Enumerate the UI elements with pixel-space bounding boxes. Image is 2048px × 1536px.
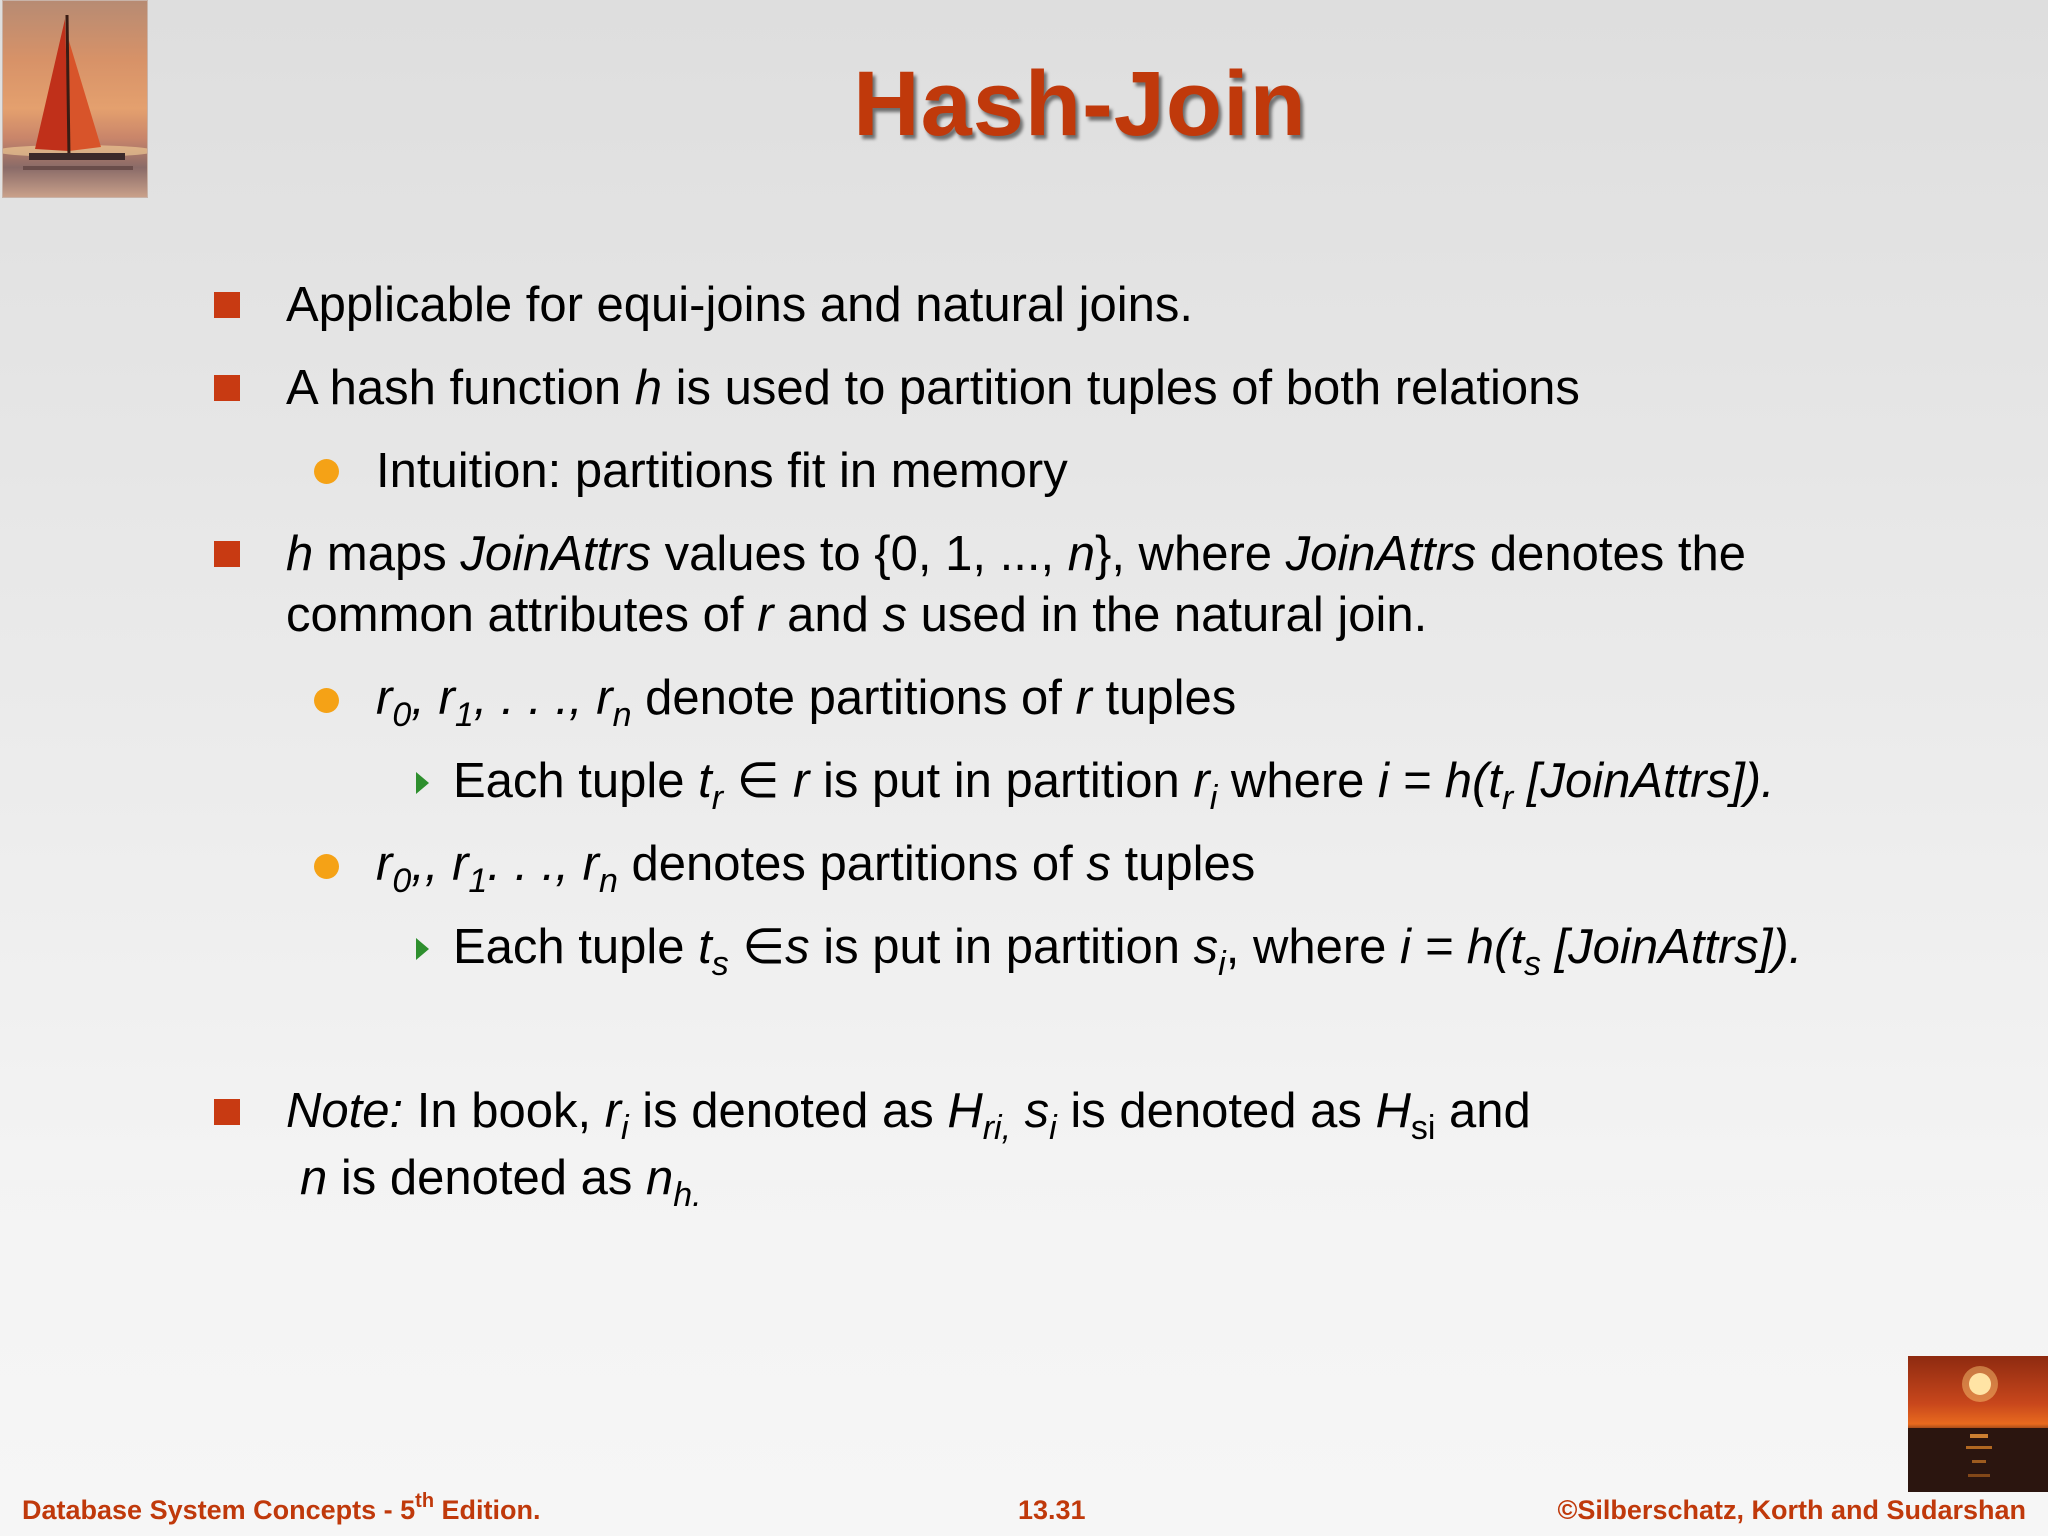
bullet-intuition: Intuition: partitions fit in memory [376,444,1068,498]
bullet-r-each-tuple: Each tuple $t_r$ ∈ r is put in partition $r_i$ where $i = h(t_r$ [JoinAttrs]). [453,754,1775,817]
square-bullet-icon [214,375,240,401]
square-bullet-icon [214,541,240,567]
bullet-note: Note: In book, $r_i$ is denoted as $H_{ri,}$ $s_i$ is denoted as $H_{si}$ and [286,1084,1531,1147]
bullet-applicable: Applicable for equi-joins and natural joins. [286,278,1194,332]
bullet-h-maps: h maps JoinAttrs values to {0, 1, ..., n}, where JoinAttrs denotes the [286,527,1746,581]
dot-bullet-icon [314,688,339,713]
dot-bullet-icon [314,459,339,484]
square-bullet-icon [214,292,240,318]
footer-book-title: Database System Concepts - 5th Edition. [22,1490,541,1525]
arrow-bullet-icon [416,938,429,960]
footer-copyright: ©Silberschatz, Korth and Sudarshan [1557,1495,2026,1525]
bullet-note-line2: n is denoted as $n_{h.}$ [300,1151,702,1214]
bullet-s-each-tuple: Each tuple $t_s$ ∈s is put in partition $s_i$, where $i = h(t_s$ [JoinAttrs]). [453,920,1803,983]
dot-bullet-icon [314,854,339,879]
bullet-s-partitions: $r_0$,, $r_1$. . ., $r_n$ denotes partitions of s tuples [376,837,1256,900]
footer-slide-number: 13.31 [1018,1495,1086,1525]
bullet-r-partitions: $r_0$, $r_1$, . . ., $r_n$ denote partitions of r tuples [376,671,1237,734]
square-bullet-icon [214,1099,240,1125]
bullet-hash-function: A hash function h is used to partition tuples of both relations [286,361,1580,415]
arrow-bullet-icon [416,772,429,794]
sunset-image [1908,1356,2048,1492]
bullet-h-maps-line2: common attributes of r and s used in the natural join. [286,588,1428,642]
slide-title: Hash-Join [853,53,1307,155]
